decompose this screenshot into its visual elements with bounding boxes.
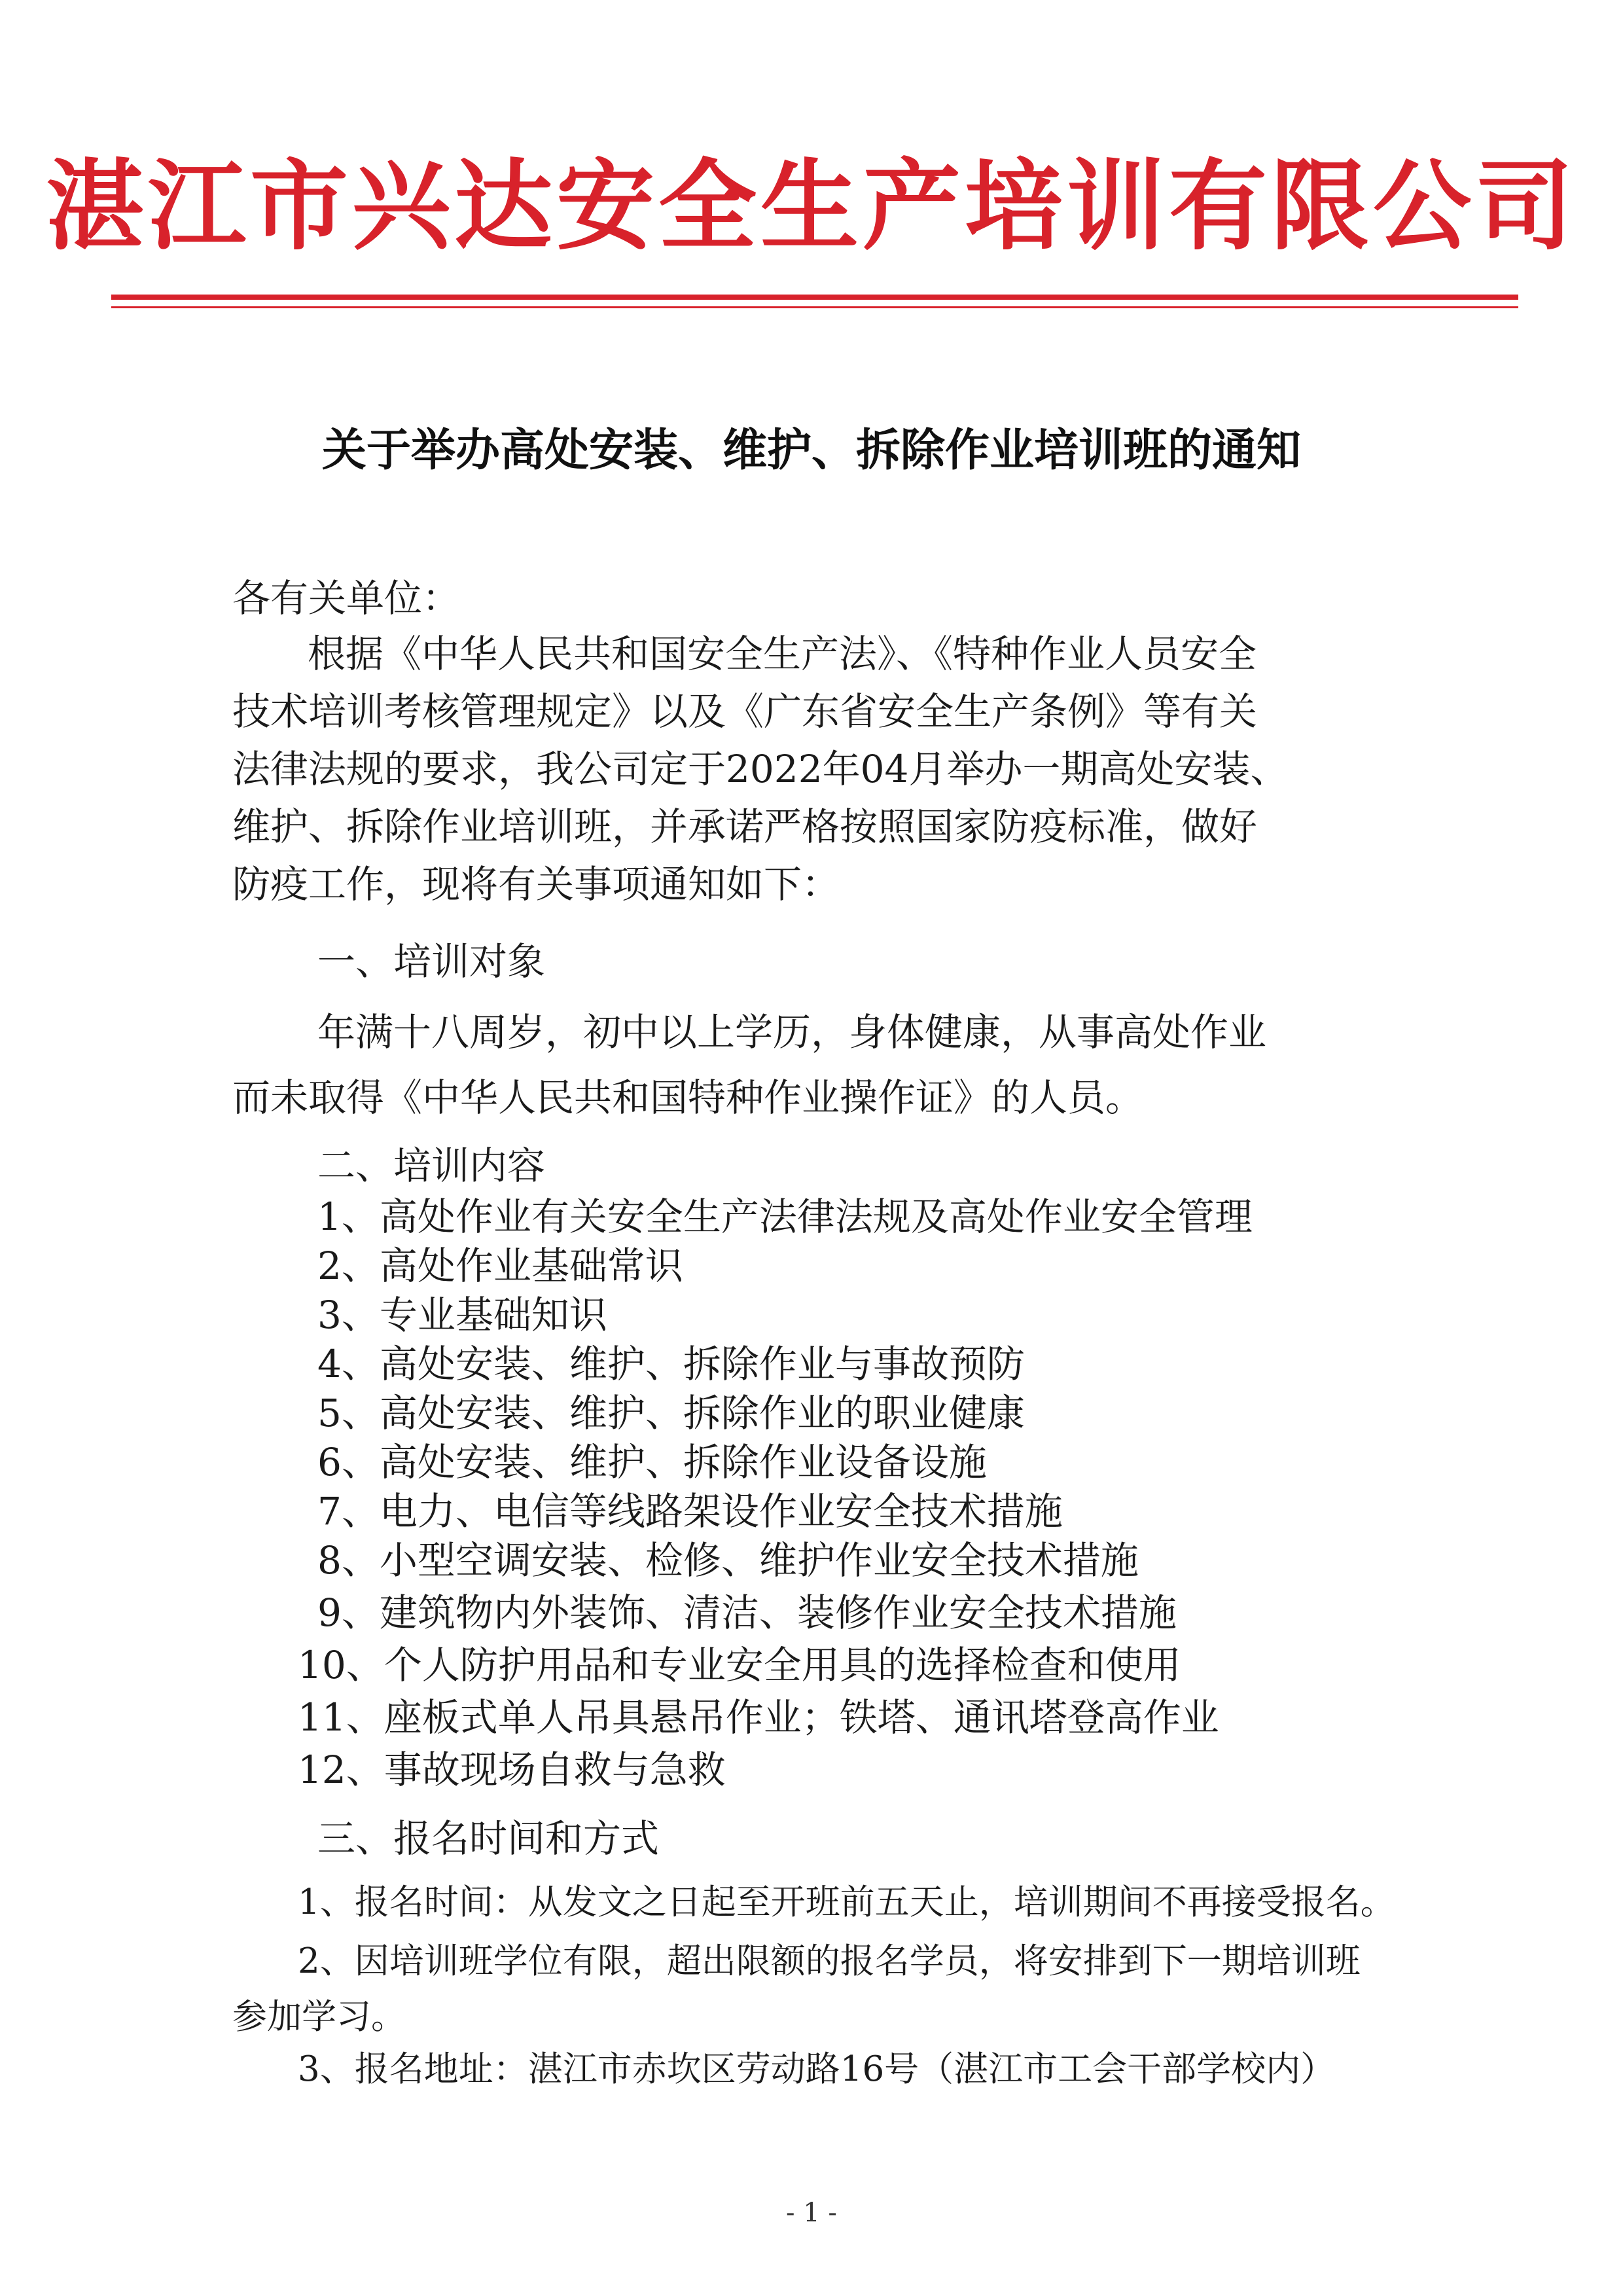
list-item: 7、电力、电信等线路架设作业安全技术措施: [317, 1489, 1063, 1534]
section-line: 2、因培训班学位有限，超出限额的报名学员，将安排到下一期培训班: [298, 1941, 1361, 1981]
list-item: 11、座板式单人吊具悬吊作业；铁塔、通讯塔登高作业: [298, 1695, 1219, 1740]
list-item: 9、建筑物内外装饰、清洁、装修作业安全技术措施: [317, 1590, 1177, 1635]
list-item: 12、事故现场自救与急救: [298, 1748, 726, 1792]
list-item: 5、高处安装、维护、拆除作业的职业健康: [317, 1391, 1025, 1435]
letterhead-divider-thick: [111, 295, 1518, 300]
intro-line: 维护、拆除作业培训班，并承诺严格按照国家防疫标准，做好: [232, 804, 1258, 849]
list-item: 10、个人防护用品和专业安全用具的选择检查和使用: [298, 1643, 1181, 1687]
intro-line: 法律法规的要求，我公司定于2022年04月举办一期高处安装、: [232, 747, 1289, 791]
section-heading: 一、培训对象: [317, 939, 546, 984]
intro-line: 根据《中华人民共和国安全生产法》、《特种作业人员安全: [308, 632, 1257, 676]
section-heading: 三、报名时间和方式: [317, 1816, 660, 1861]
section-line: 年满十八周岁，初中以上学历，身体健康，从事高处作业: [317, 1010, 1267, 1054]
list-item: 4、高处安装、维护、拆除作业与事故预防: [317, 1342, 1025, 1386]
document-title: 关于举办高处安装、维护、拆除作业培训班的通知: [321, 425, 1301, 476]
section-line: 而未取得《中华人民共和国特种作业操作证》的人员。: [232, 1075, 1144, 1120]
section-line: 参加学习。: [232, 1997, 406, 2037]
section-heading: 二、培训内容: [317, 1143, 546, 1188]
salutation: 各有关单位：: [232, 576, 461, 620]
company-name: 湛江市兴达安全生产培训有限公司: [45, 149, 1577, 264]
list-item: 3、专业基础知识: [317, 1293, 607, 1337]
page-number: - 1 -: [786, 2198, 837, 2228]
section-line: 1、报名时间：从发文之日起至开班前五天止，培训期间不再接受报名。: [298, 1882, 1395, 1922]
list-item: 1、高处作业有关安全生产法律法规及高处作业安全管理: [317, 1194, 1253, 1239]
list-item: 8、小型空调安装、检修、维护作业安全技术措施: [317, 1538, 1139, 1583]
list-item: 6、高处安装、维护、拆除作业设备设施: [317, 1440, 987, 1484]
letterhead-divider-thin: [111, 306, 1518, 308]
list-item: 2、高处作业基础常识: [317, 1244, 683, 1288]
section-line: 3、报名地址：湛江市赤坎区劳动路16号（湛江市工会干部学校内）: [298, 2049, 1336, 2089]
intro-line: 防疫工作，现将有关事项通知如下：: [232, 862, 840, 906]
intro-line: 技术培训考核管理规定》以及《广东省安全生产条例》等有关: [232, 689, 1258, 734]
